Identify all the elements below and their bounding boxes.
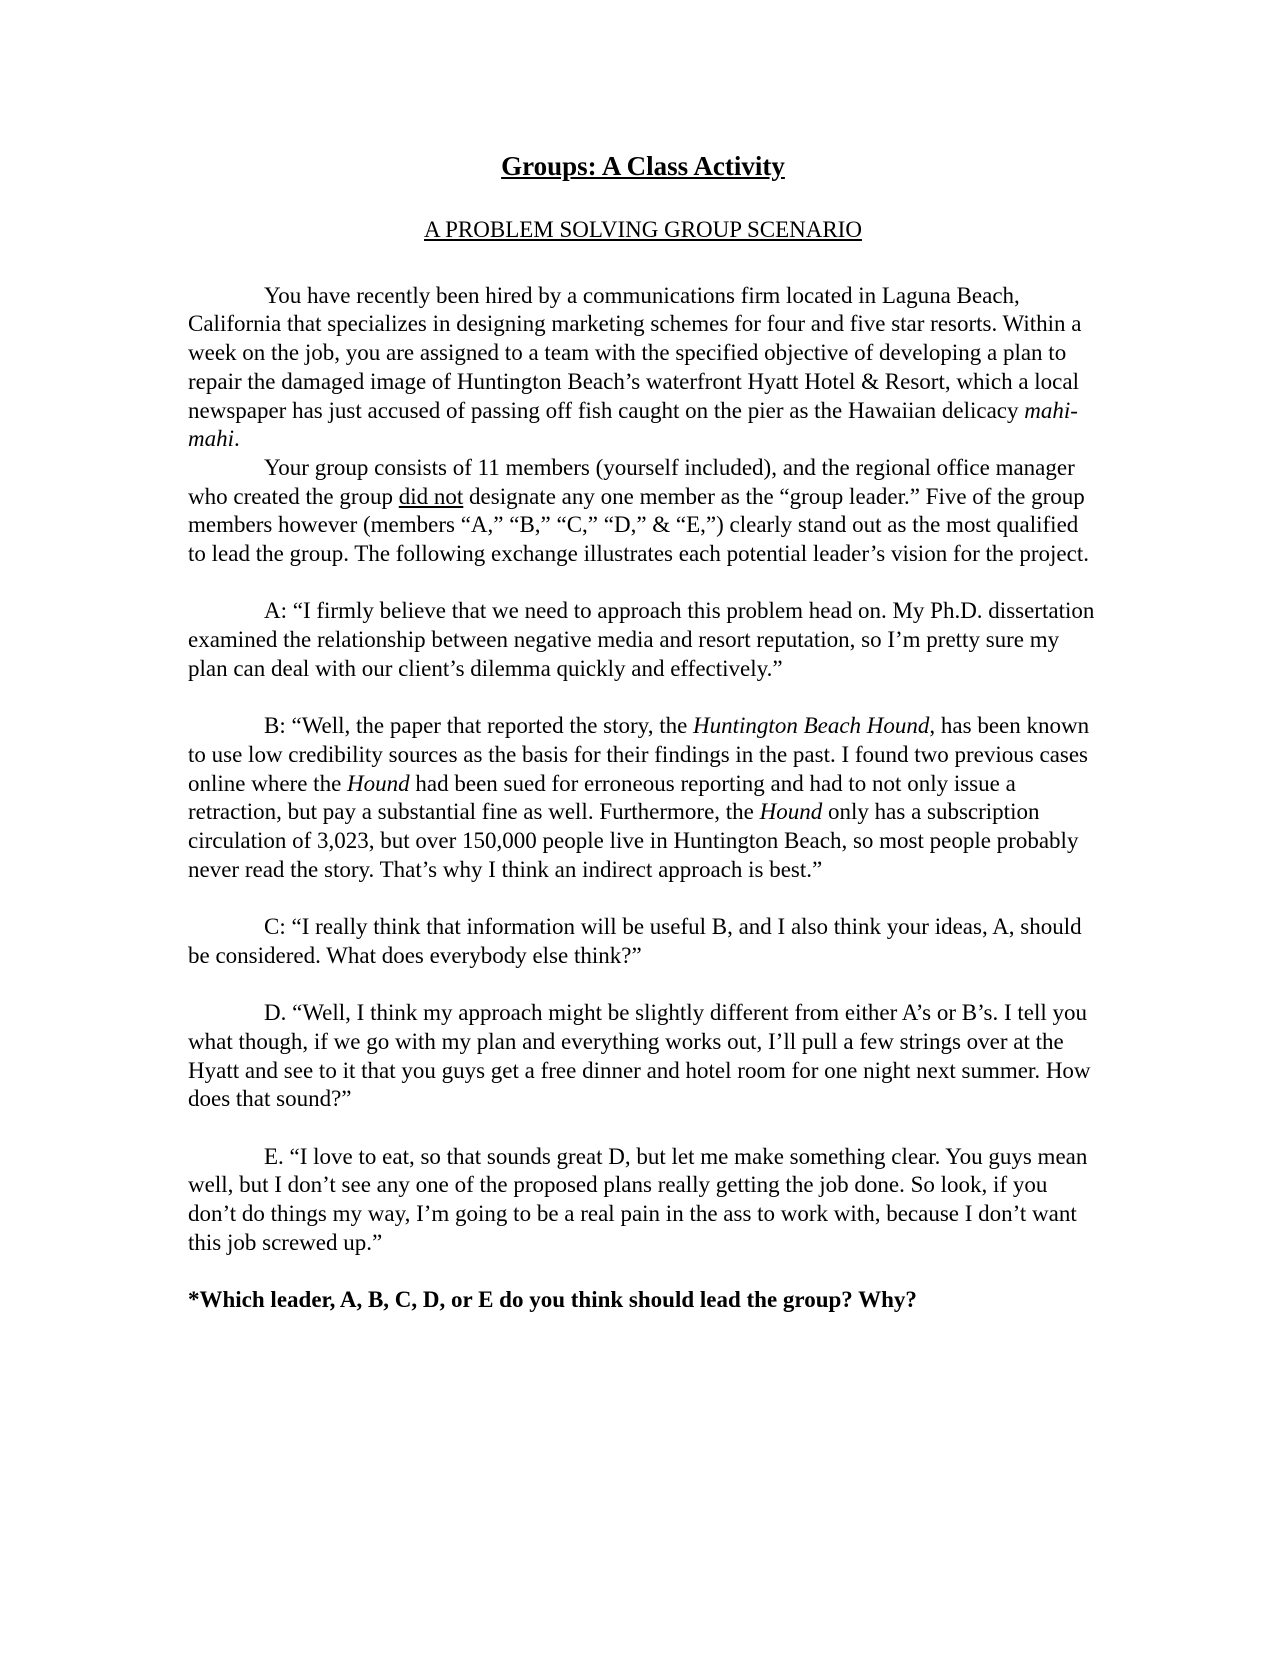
statement-b-start: B: “Well, the paper that reported the story, the [264,713,694,739]
statement-b-mid1: , has been known to use low credibility sources as the basis for their findings in the past. I found two previous cases online where the [188,713,1090,796]
intro-text: You have recently been hired by a communications firm located in Laguna Beach, California that specializes in designing marketing schemes for four and five star resorts. Within a week on the job, you are assigned to a team with the specified objective of developing a plan to repair the damaged image of Huntington Beach’s waterfront Hyatt Hotel & Resort, which a local newspaper has just accused of passing off fish caught on the pier as the Hawaiian delicacy [188,282,1082,423]
statement-d: D. “Well, I think my approach might be slightly different from either A’s or B’s. I tell you what though, if we go with my plan and everything works out, I’ll pull a few strings over at the Hyatt and see to it that you guys get a free dinner and hotel room for one night next summer. How does that sound?” [188,1000,1091,1112]
statement-c: C: “I really think that information will be useful B, and I also think your ideas, A, should be considered. What does everybody else think?” [188,914,1082,968]
group-paragraph [188,454,1098,569]
statement-b-paper: Huntington Beach Hound [693,713,930,739]
statement-b-hound2: Hound [759,799,823,825]
document-page [188,150,1098,1315]
document-subtitle: A PROBLEM SOLVING GROUP SCENARIO [424,217,862,242]
statement-b-mid2: had been sued for erroneous reporting and had to not only issue a retraction, but pay a substantial fine as well. Furthermore, the [188,770,1016,825]
statement-e: E. “I love to eat, so that sounds great D, but let me make something clear. You guys mean well, but I don’t see any one of the proposed plans really getting the job done. So look, if you don’t do things my way, I’m going to be a real pain in the ass to work with, because I don’t want this job screwed up.” [188,1143,1088,1255]
intro-italic-term: mahi-mahi [188,397,1078,452]
statement-b-end: only has a subscription circulation of 3,023, but over 150,000 people live in Huntington Beach, so most people probably never read the story. That’s why I think an indirect approach is best.” [188,799,1079,882]
statement-a: A: “I firmly believe that we need to approach this problem head on. My Ph.D. dissertation examined the relationship between negative media and resort reputation, so I’m pretty sure my plan can deal with our client’s dilemma quickly and effectively.” [188,598,1095,681]
statement-b [188,712,1098,884]
discussion-question: *Which leader, A, B, C, D, or E do you think should lead the group? Why? [188,1287,917,1313]
group-underlined-phrase: did not [398,483,464,509]
intro-paragraph [188,282,1098,454]
group-text: Your group consists of 11 members (yourself included), and the regional office manager who created the group [188,454,1075,509]
statement-b-hound1: Hound [347,770,410,796]
intro-end: . [234,426,240,452]
document-title: Groups: A Class Activity [501,151,785,181]
group-rest: designate any one member as the “group leader.” Five of the group members however (members “A,” “B,” “C,” “D,” & “E,”) clearly stand out as the most qualified to lead the group. The following exchange illustrates each potential leader’s vision for the project. [188,483,1089,567]
